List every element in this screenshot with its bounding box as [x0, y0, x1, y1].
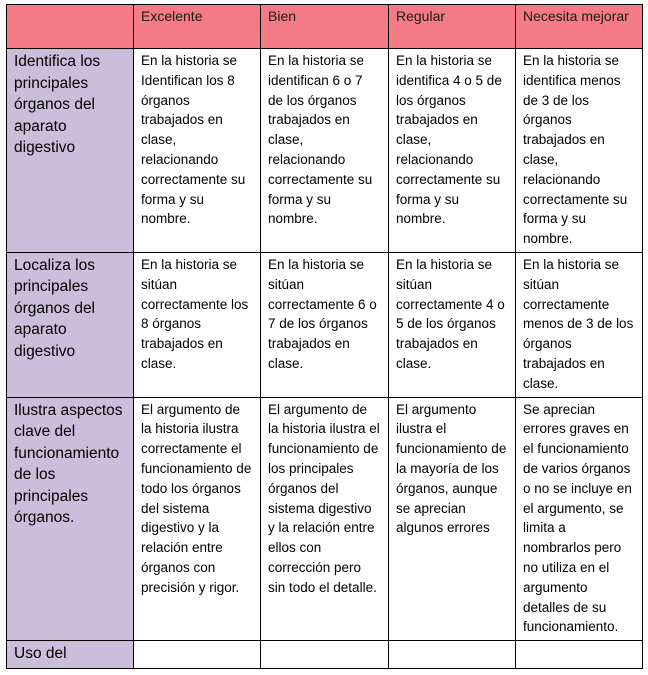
rubric-cell: En la historia se identifica 4 o 5 de los órganos trabajados en clase, relacionando correctamente su forma y su nombre.: [389, 49, 516, 253]
rubric-cell: En la historia se Identifican los 8 órganos trabajados en clase, relacionando correctamente su forma y su nombre.: [134, 49, 261, 253]
rubric-cell: En la historia se identifican 6 o 7 de los órganos trabajados en clase, relacionando correctamente su forma y su nombre.: [261, 49, 389, 253]
criterion-cell: Ilustra aspectos clave del funcionamiento de los principales órganos.: [7, 397, 134, 641]
header-row: [7, 5, 643, 49]
rubric-cell: En la historia se identifica menos de 3 de los órganos trabajados en clase, relacionando correctamente su forma y su nombre.: [516, 49, 643, 253]
rubric-cell: El argumento de la historia ilustra el funcionamiento de los principales órganos del sistema digestivo y la relación entre ellos con corrección pero sin todo el detalle.: [261, 397, 389, 641]
rubric-cell: En la historia se sitúan correctamente 4 o 5 de los órganos trabajados en clase.: [389, 252, 516, 397]
rubric-cell: [389, 641, 516, 669]
criterion-cell: Uso del: [7, 641, 134, 669]
rubric-cell: El argumento ilustra el funcionamiento de la mayoría de los órganos, aunque se aprecian algunos errores: [389, 397, 516, 641]
criterion-cell: Identifica los principales órganos del aparato digestivo: [7, 49, 134, 253]
rubric-cell: [261, 641, 389, 669]
rubric-cell: En la historia se sitúan correctamente 6 o 7 de los órganos trabajados en clase.: [261, 252, 389, 397]
rubric-cell: [134, 641, 261, 669]
rubric-cell: [516, 641, 643, 669]
table-row: [7, 641, 643, 669]
rubric-cell: En la historia se sitúan correctamente los 8 órganos trabajados en clase.: [134, 252, 261, 397]
header-bien: Bien: [261, 5, 389, 49]
table-row: [7, 49, 643, 253]
criterion-cell: Localiza los principales órganos del aparato digestivo: [7, 252, 134, 397]
rubric-cell: El argumento de la historia ilustra correctamente el funcionamiento de todo los órganos del sistema digestivo y la relación entre órganos con precisión y rigor.: [134, 397, 261, 641]
table-row: [7, 252, 643, 397]
rubric-cell: Se aprecian errores graves en el funcionamiento de varios órganos o no se incluye en el argumento, se limita a nombrarlos pero no utiliza en el argumento detalles de su funcionamiento.: [516, 397, 643, 641]
rubric-cell: En la historia se sitúan correctamente menos de 3 de los órganos trabajados en clase.: [516, 252, 643, 397]
table-row: [7, 397, 643, 641]
header-corner-cell: [7, 5, 134, 49]
header-excelente: Excelente: [134, 5, 261, 49]
rubric-table: [6, 4, 643, 669]
header-regular: Regular: [389, 5, 516, 49]
header-necesita-mejorar: Necesita mejorar: [516, 5, 643, 49]
